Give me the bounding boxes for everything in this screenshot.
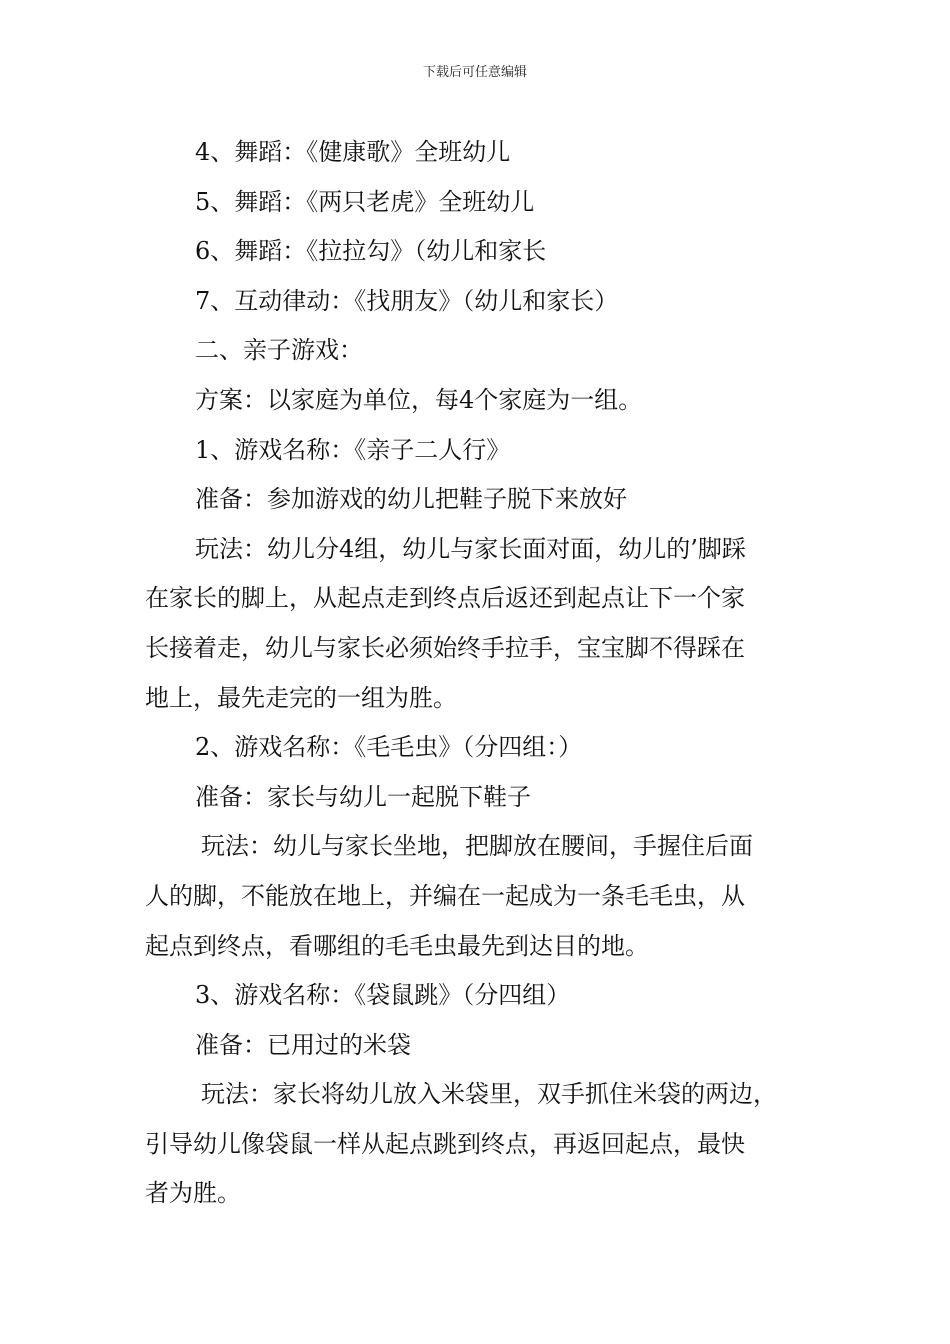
- text-line: 引导幼儿像袋鼠一样从起点跳到终点，再返回起点，最快: [145, 1129, 745, 1158]
- game-title: 2、游戏名称：《毛毛虫》（分四组：）: [195, 733, 583, 762]
- text-line: 地上，最先走完的一组为胜。: [145, 683, 457, 712]
- text-line: 者为胜。: [145, 1179, 241, 1208]
- text-line: 玩法：幼儿分4组，幼儿与家长面对面，幼儿的’脚踩: [195, 534, 746, 563]
- text-line: 长接着走，幼儿与家长必须始终手拉手，宝宝脚不得踩在: [145, 633, 745, 662]
- text-line: 6、舞蹈：《拉拉勾》（幼儿和家长: [195, 237, 547, 266]
- text-line: 准备：家长与幼儿一起脱下鞋子: [195, 782, 531, 811]
- text-line: 5、舞蹈：《两只老虎》全班幼儿: [195, 187, 535, 216]
- text-line: 准备：已用过的米袋: [195, 1030, 411, 1059]
- page-header: 下载后可任意编辑: [422, 65, 527, 80]
- text-line: 在家长的脚上，从起点走到终点后返还到起点让下一个家: [145, 584, 745, 613]
- text-line: 4、舞蹈：《健康歌》全班幼儿: [195, 138, 511, 166]
- document-body: [145, 128, 815, 1219]
- text-line: 玩法：家长将幼儿放入米袋里，双手抓住米袋的两边，: [201, 1080, 777, 1109]
- game-title: 3、游戏名称：《袋鼠跳》（分四组）: [195, 981, 571, 1010]
- text-line: 7、互动律动：《找朋友》（幼儿和家长）: [195, 286, 619, 315]
- text-line: 方案：以家庭为单位，每4个家庭为一组。: [195, 385, 643, 414]
- text-line: 起点到终点，看哪组的毛毛虫最先到达目的地。: [145, 931, 649, 960]
- game-title: 1、游戏名称：《亲子二人行》: [195, 435, 511, 464]
- section-heading: 二、亲子游戏：: [195, 336, 363, 365]
- text-line: 人的脚，不能放在地上，并编在一起成为一条毛毛虫，从: [145, 881, 745, 910]
- text-line: 玩法：幼儿与家长坐地，把脚放在腰间，手握住后面: [201, 832, 753, 861]
- text-line: 准备：参加游戏的幼儿把鞋子脱下来放好: [195, 485, 627, 514]
